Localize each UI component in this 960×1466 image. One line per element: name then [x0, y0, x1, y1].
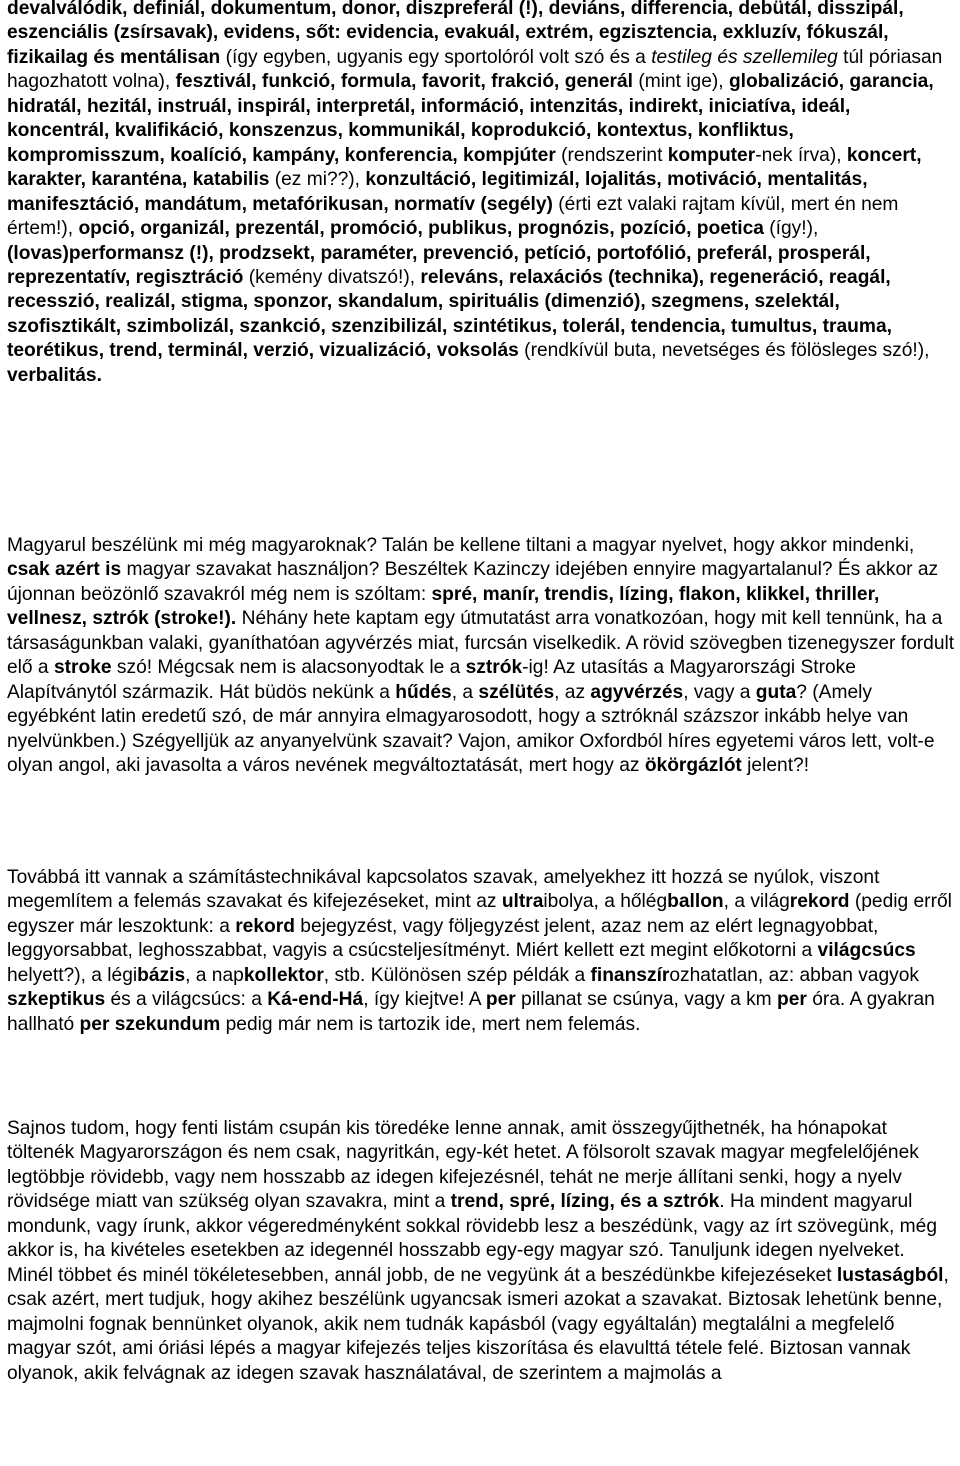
text-run: ozhatatlan, az: abban vagyok — [669, 964, 919, 986]
bold-term: per — [777, 989, 807, 1011]
bold-term: (lovas)performansz (!), prodzsekt, paraméter, prevenció, petíció, portofólió, preferál, prosperál, reprezentatív, regisztráció — [7, 242, 871, 288]
text-run: szó! Mégcsak nem is alacsonyodtak le a — [111, 657, 466, 679]
bold-term: rekord — [235, 915, 295, 937]
text-run: . Ha mindent magyarul mondunk, vagy írunk, akkor végeredményként sokkal rövidebb lesz a beszédünk, vagy az írt szövegünk, még akkor is, ha kivételes esetekben az idegennél hosszabb egy-egy magyar szó. Tanuljunk idegen nyelveket. Minél többet és minél tökéletesebben, annál jobb, de ne vegyünk át a beszédünkbe kifejezéseket — [7, 1191, 938, 1286]
bold-term: komputer — [667, 144, 756, 166]
bold-term: ballon — [667, 891, 724, 913]
text-run: (rendkívül buta, nevetséges és fölösleges szó!), — [518, 340, 930, 362]
bold-term: agyvérzés — [590, 681, 684, 703]
text-run: magyar szavakat használjon? Beszéltek Kazinczy idejében ennyire magyartalanul? És akkor az újonnan beözönlő szavakról még nem is szóltam: — [7, 559, 939, 605]
bold-term: devalválódik, definiál, dokumentum, donor, diszpreferál (!), deviáns, differencia, debütál, disszipál, eszenciális (zsírsavak), evidens, sőt: evidencia, evakuál, extrém, egzisztencia, exkluzív, fókuszál, fizikailag és mentálisan — [7, 0, 904, 68]
bold-term: bázis — [137, 964, 186, 986]
bold-term: lustaságból — [836, 1264, 944, 1286]
bold-term: konzultáció, legitimizál, lojalitás, motiváció, mentalitás, manifesztáció, mandátum, metafórikusan, normatív (segély) — [7, 169, 868, 215]
text-run: (így egyben, ugyanis egy sportolóról volt szó és a — [220, 46, 652, 68]
text-run: pillanat se csúnya, vagy a km — [515, 989, 777, 1011]
bold-term: globalizáció, garancia, hidratál, hezitál, instruál, inspirál, interpretál, információ, intenzitás, indirekt, iniciatíva, ideál, koncentrál, kvalifikáció, konszenzus, kommunikál, koprodukció, kontextus, konfliktus, kompromisszum, koalíció, kampány, konferencia, kompjúter — [7, 71, 934, 166]
text-run: és a világcsúcs: a — [105, 989, 268, 1011]
paragraph-magyarul-beszelunk — [7, 534, 955, 779]
text-run: pedig már nem is tartozik ide, mert nem felemás. — [220, 1013, 641, 1035]
bold-term: szélütés — [478, 681, 555, 703]
bold-term: kollektor — [243, 964, 324, 986]
bold-term: finanszír — [590, 964, 670, 986]
bold-term: Ká-end-Há — [267, 989, 364, 1011]
bold-term: ökörgázlót — [644, 755, 742, 777]
bold-term: stroke — [53, 657, 112, 679]
text-run: Sajnos tudom, hogy fenti listám csupán kis töredéke lenne annak, amit összegyűjthetnék, ha hónapokat töltenék Magyarországon és nem csak, nagyritkán, egy-két hetet. A fölsorolt szavak magyar megfelelőjének legtöbbje rövidebb, vagy nem hosszabb az idegen kifejezésnél, tehát ne merje állítani senki, hogy a nyelv rövidsége miatt van szükség olyan szavakra, mint a — [7, 1118, 919, 1213]
bold-term: per — [485, 989, 516, 1011]
text-run: , a — [451, 681, 479, 703]
text-run: (ez mi??), — [269, 169, 366, 191]
text-run: jelent?! — [741, 755, 810, 777]
text-run: , az — [554, 681, 591, 703]
text-run: -nek írva), — [755, 144, 847, 166]
bold-term: fesztivál, funkció, formula, favorit, frakció, generál — [175, 71, 633, 93]
text-run: Magyarul beszélünk mi még magyaroknak? Talán be kellene tiltani a magyar nyelvet, hogy akkor mindenki, — [7, 535, 915, 556]
bold-term: guta — [755, 681, 797, 703]
text-run: , így kiejtve! A — [363, 989, 486, 1011]
bold-term: per szekundum — [79, 1013, 221, 1035]
text-run: (kemény divatszó!), — [243, 266, 421, 288]
text-run: , a nap — [185, 964, 244, 986]
bold-term: csak azért is — [7, 559, 122, 581]
bold-term: rekord — [789, 891, 850, 913]
bold-term: világcsúcs — [817, 940, 916, 962]
bold-term: releváns, relaxációs (technika), regeneráció, reagál, recesszió, realizál, stigma, sponzor, skandalum, spirituális (dimenzió), szegmens, szelektál, szofisztikált, szimbolizál, szankció, szenzibilizál, szintétikus, tolerál, tendencia, tumultus, trauma, teorétikus, trend, terminál, verzió, vizualizáció, voksolás — [7, 266, 892, 362]
italic-phrase: testileg és szellemileg — [651, 46, 838, 68]
text-run: helyett?), a légi — [7, 964, 138, 986]
text-run: Néhány hete kaptam egy útmutatást arra vonatkozóan, hogy mit kell tennünk, ha a társaságunkban valaki, gyaníthatóan agyvérzés miat, furcsán viselkedik. A rövid szövegben tizenegyszer fordult elő a — [7, 608, 955, 679]
bold-term: trend, spré, lízing, és a sztrók — [450, 1191, 720, 1213]
bold-term: spré, manír, trendis, lízing, flakon, klikkel, thriller, vellnesz, sztrók (stroke!). — [7, 583, 880, 630]
text-run: (így!), — [763, 218, 819, 240]
bold-term: ultra — [501, 891, 544, 913]
bold-term: hűdés — [395, 681, 452, 703]
text-run: (mint ige), — [632, 71, 729, 93]
bold-term: opció, organizál, prezentál, promóció, publikus, prognózis, pozíció, poetica — [78, 218, 764, 240]
text-run: óra. A gyakran hallható — [7, 989, 935, 1035]
text-run: (érti ezt valaki rajtam kívül, mert én nem értem!), — [7, 193, 899, 240]
bold-term: sztrók — [465, 657, 523, 679]
text-run: Továbbá itt vannak a számítástechnikával kapcsolatos szavak, amelyekhez itt hozzá se nyúlok, viszont megemlítem a felemás szavakat és kifejezéseket, mint az — [7, 867, 880, 913]
text-run: , stb. Különösen szép példák a — [323, 964, 591, 986]
text-run: , csak azért, mert tudjuk, hogy akihez beszélünk ugyancsak ismeri azokat a szavakat. Biztosak lehetünk benne, majmolni fognak bennünket olyanok, akik nem tudnák kapásból (vagy egyáltalán) megtalálni a megfelelő magyar szót, ami óriási lépés a magyar kifejezés teljes kiszorítása és elavulttá tétele felé. Biztosan vannak olyanok, akik felvágnak az idegen szavak használatával, de szerintem a majmolás a — [7, 1264, 949, 1384]
paragraph-sajnos-tudom — [7, 1117, 955, 1386]
text-run: , vagy a — [683, 681, 756, 703]
text-run: -ig! Az utasítás a Magyarországi Stroke Alapítványtól származik. Hát büdös nekünk a — [7, 657, 856, 703]
text-run: (pedig erről egyszer már leszoktunk: a — [7, 891, 952, 937]
text-run: , a világ — [723, 891, 790, 913]
text-run: ? (Amely egyébként latin eredetű szó, de már annyira elmagyarosodott, hogy a sztróknál százszor inkább helye van nyelvünkben.) Szégyelljük az anyanyelvünk szavait? Vajon, amikor Oxfordból híres egyetemi város lett, volt-e olyan angol, aki javasolta a város nevének megváltoztatását, mert hogy az — [7, 681, 935, 777]
bold-term: koncert, karakter, karanténa, katabilis — [7, 144, 922, 191]
text-run: ibolya, a hőlég — [543, 891, 668, 913]
text-run: túl póriasan hagozhatott volna), — [7, 46, 943, 93]
bold-term: szkeptikus — [7, 989, 106, 1011]
paragraph-szamitastechnika — [7, 866, 955, 1037]
text-run: (rendszerint — [555, 144, 668, 166]
bold-term: verbalitás. — [7, 364, 102, 386]
text-run: bejegyzést, vagy följegyzést jelent, azaz nem az elért legnagyobbat, leggyorsabbat, leghosszabbat, vagyis a csúcsteljesítményt. Miért kellett ezt megint előkotorni a — [7, 915, 879, 962]
paragraph-foreign-word-list — [7, 0, 955, 388]
